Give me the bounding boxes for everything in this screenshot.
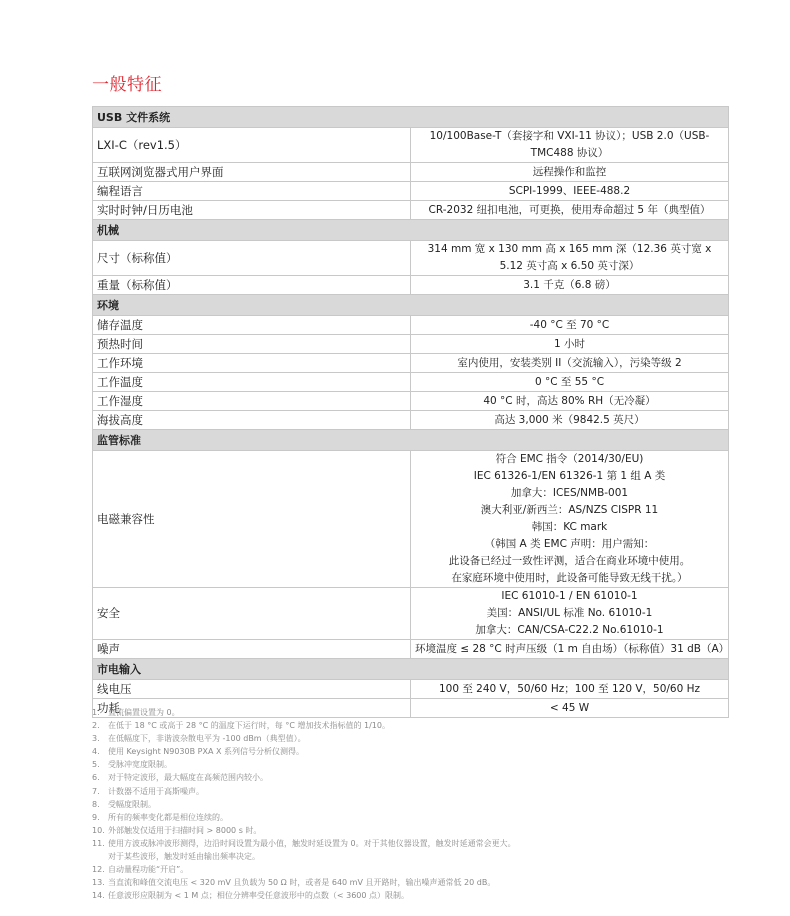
footnote: 3. 在低幅度下，非谐波杂散电平为 -100 dBm（典型值）。 [92,734,306,744]
footnote: 14. 任意波形应限制为 < 1 M 点；相位分辨率受任意波形中的点数（< 3600 点）限制。 [92,891,410,901]
emc-line: 澳大利亚/新西兰：AS/NZS CISPR 11 [480,504,659,516]
safety-line: 美国：ANSI/UL 标准 No. 61010-1 [486,607,653,619]
emc-value [411,451,729,588]
row-label: 尺寸（标称值） [93,241,411,276]
emc-line: 在家庭环境中使用时，此设备可能导致无线干扰。） [451,572,688,584]
row-value: CR-2032 纽扣电池，可更换，使用寿命超过 5 年（典型值） [411,201,729,220]
emc-line: （韩国 A 类 EMC 声明：用户需知： [484,538,655,550]
row-label: LXI-C（rev1.5） [93,128,411,163]
emc-line: 此设备已经过一致性评测，适合在商业环境中使用。 [448,555,691,567]
row-value: -40 °C 至 70 °C [411,316,729,335]
emc-label: 电磁兼容性 [93,451,411,588]
row-label: 海拔高度 [93,411,411,430]
section-header: 环境 [93,295,729,316]
row-value: 40 °C 时，高达 80% RH（无冷凝） [411,392,729,411]
footnote: 9. 所有的频率变化都是相位连续的。 [92,812,228,822]
emc-line: 韩国：KC mark [531,521,608,533]
footnote: 4. 使用 Keysight N9030B PXA X 系列信号分析仪测得。 [92,747,304,757]
row-value: 100 至 240 V，50/60 Hz；100 至 120 V，50/60 Hz [411,680,729,699]
safety-line: 加拿大：CAN/CSA-C22.2 No.61010-1 [475,624,664,636]
noise-label: 噪声 [93,640,411,659]
row-value: 远程操作和监控 [411,163,729,182]
row-label: 工作湿度 [93,392,411,411]
noise-value: 环境温度 ≤ 28 °C 时声压级（1 m 自由场）（标称值）31 dB（A） [411,640,729,659]
row-value: SCPI-1999、IEEE-488.2 [411,182,729,201]
footnote: 8. 受幅度限制。 [92,799,156,809]
row-label: 编程语言 [93,182,411,201]
footnotes [92,706,732,902]
row-label: 预热时间 [93,335,411,354]
emc-line: IEC 61326-1/EN 61326-1 第 1 组 A 类 [473,470,666,482]
spec-table [92,106,729,718]
row-value: 室内使用，安装类别 II（交流输入），污染等级 2 [411,354,729,373]
section-header: 机械 [93,220,729,241]
row-value: 314 mm 宽 x 130 mm 高 x 165 mm 深（12.36 英寸宽 x 5.12 英寸高 x 6.50 英寸深） [411,241,729,276]
row-value: 10/100Base-T（套接字和 VXI-11 协议）；USB 2.0（USB-TMC488 协议） [411,128,729,163]
safety-line: IEC 61010-1 / EN 61010-1 [501,590,638,602]
row-value: 0 °C 至 55 °C [411,373,729,392]
row-label: 功耗 [93,699,411,718]
row-value: 高达 3,000 米（9842.5 英尺） [411,411,729,430]
footnote: 13. 当直流和峰值交流电压 < 320 mV 且负载为 50 Ω 时，或者是 640 mV 且开路时，输出噪声通常低 20 dB。 [92,878,496,888]
section-header: USB 文件系统 [93,107,729,128]
section-header: 监管标准 [93,430,729,451]
row-value: < 45 W [411,699,729,718]
section-header: 市电输入 [93,659,729,680]
footnote: 11. 使用方波或脉冲波形测得，边沿时间设置为最小值，触发时延设置为 0。对于其他仪器设置，触发时延通常会更大。 [92,838,516,848]
safety-label: 安全 [93,588,411,640]
footnote: 7. 计数器不适用于高斯噪声。 [92,786,204,796]
footnote: 12. 自动量程功能“开启”。 [92,865,189,875]
footnote: 10. 外部触发仅适用于扫描时间 > 8000 s 时。 [92,825,262,835]
row-value: 3.1 千克（6.8 磅） [411,276,729,295]
row-label: 线电压 [93,680,411,699]
row-label: 储存温度 [93,316,411,335]
footnote: 5. 受脉冲宽度限制。 [92,760,172,770]
row-value: 1 小时 [411,335,729,354]
row-label: 重量（标称值） [93,276,411,295]
emc-line: 加拿大：ICES/NMB-001 [510,487,629,499]
emc-line: 符合 EMC 指令（2014/30/EU) [495,453,644,465]
row-label: 实时时钟/日历电池 [93,201,411,220]
row-label: 互联网浏览器式用户界面 [93,163,411,182]
row-label: 工作温度 [93,373,411,392]
page-title: 一般特征 [92,75,162,95]
row-label: 工作环境 [93,354,411,373]
footnote: 6. 对于特定波形，最大幅度在高频范围内较小。 [92,773,268,783]
safety-value [411,588,729,640]
footnote: 对于某些波形，触发时延由输出频率决定。 [108,852,260,862]
footnote: 2. 在低于 18 °C 或高于 28 °C 的温度下运行时，每 °C 增加技术指标值的 1/10。 [92,721,390,731]
footnote: 1. 直流偏置设置为 0。 [92,708,180,717]
